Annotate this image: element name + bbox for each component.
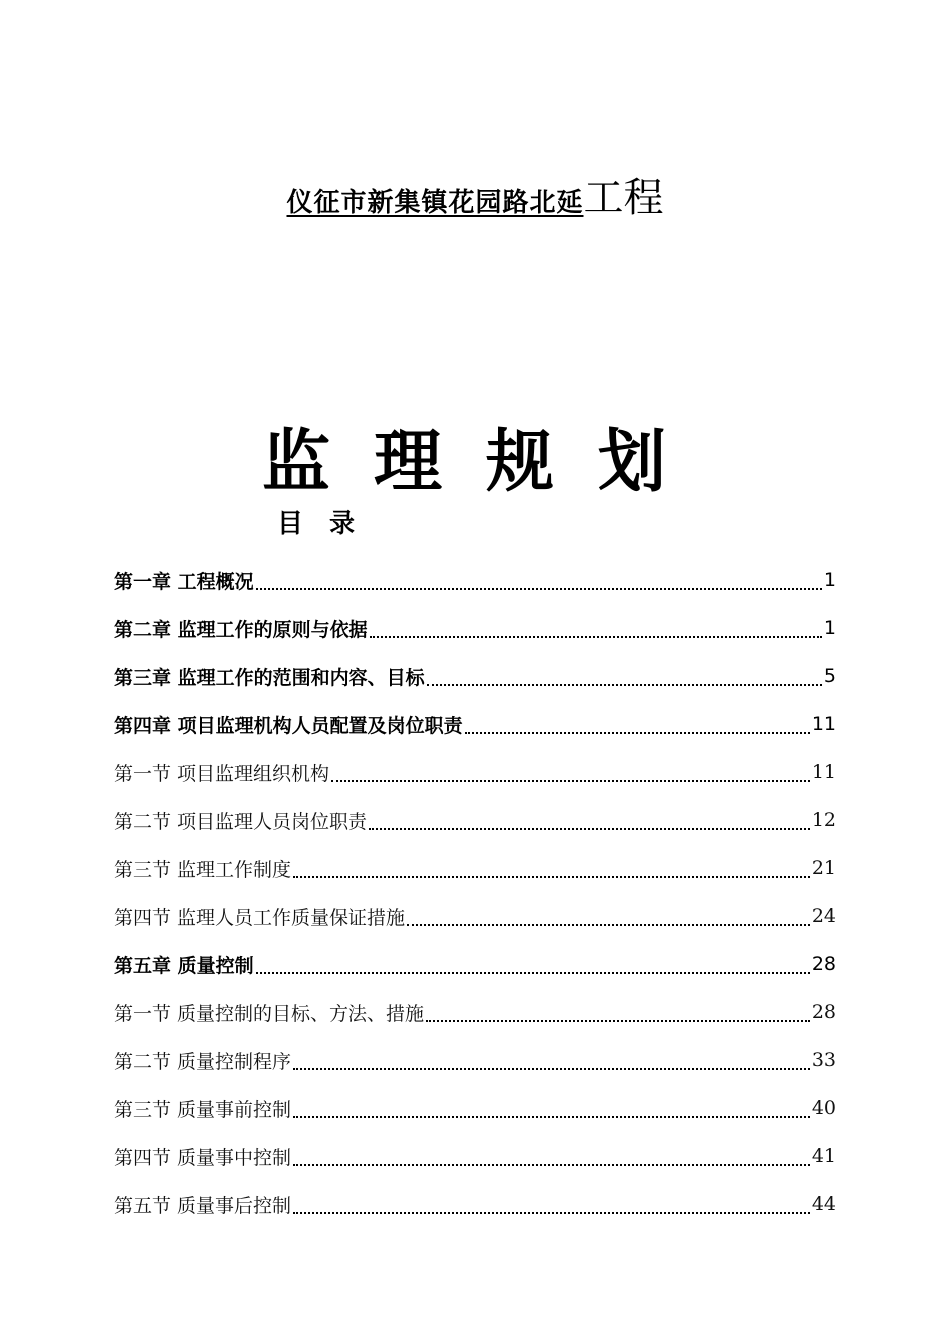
toc-dot-leader: [293, 875, 810, 878]
toc-entry-label: 第三节 监理工作制度: [114, 858, 292, 881]
toc-heading: 目录: [277, 509, 382, 539]
toc-entry-label: 第三节 质量事前控制: [114, 1098, 292, 1121]
project-title: [0, 166, 950, 223]
toc-entry-page-number: 11: [811, 761, 836, 783]
toc-entry-page-number: 24: [811, 905, 836, 927]
toc-chapter-entry[interactable]: [114, 940, 836, 988]
toc-entry-label: 第一节 质量控制的目标、方法、措施: [114, 1002, 425, 1025]
toc-dot-leader: [465, 731, 810, 734]
toc-entry-page-number: 33: [811, 1049, 836, 1071]
toc-entry-label: 第四节 质量事中控制: [114, 1146, 292, 1169]
toc-entry-page-number: 1: [823, 617, 836, 639]
toc-section-entry[interactable]: [114, 1036, 836, 1084]
toc-chapter-entry[interactable]: [114, 556, 836, 604]
toc-dot-leader: [293, 1163, 810, 1166]
toc-entry-label: 第四节 监理人员工作质量保证措施: [114, 906, 406, 929]
toc-entry-label: 第五节 质量事后控制: [114, 1194, 292, 1217]
toc-entry-label: 第五章 质量控制: [114, 954, 254, 977]
toc-entry-label: 第四章 项目监理机构人员配置及岗位职责: [114, 714, 463, 737]
toc-entry-page-number: 40: [811, 1097, 836, 1119]
project-name: 仪征市新集镇花园路北延: [286, 188, 584, 218]
toc-entry-label: 第二节 项目监理人员岗位职责: [114, 810, 368, 833]
toc-section-entry[interactable]: [114, 1132, 836, 1180]
toc-dot-leader: [293, 1067, 810, 1070]
toc-entry-page-number: 28: [811, 953, 836, 975]
toc-entry-page-number: 28: [811, 1001, 836, 1023]
toc-entry-page-number: 1: [823, 569, 836, 591]
toc-section-entry[interactable]: [114, 1084, 836, 1132]
toc-section-entry[interactable]: [114, 1180, 836, 1228]
toc-entry-label: 第一节 项目监理组织机构: [114, 762, 330, 785]
toc-entry-label: 第二节 质量控制程序: [114, 1050, 292, 1073]
toc-dot-leader: [331, 779, 810, 782]
toc-dot-leader: [369, 827, 810, 830]
toc-dot-leader: [370, 635, 822, 638]
toc-entry-page-number: 5: [823, 665, 836, 687]
toc-chapter-entry[interactable]: [114, 604, 836, 652]
toc-entry-page-number: 44: [811, 1193, 836, 1215]
toc-entry-page-number: 12: [811, 809, 836, 831]
toc-dot-leader: [407, 923, 810, 926]
toc-entry-label: 第二章 监理工作的原则与依据: [114, 618, 368, 641]
toc-dot-leader: [426, 1019, 810, 1022]
toc-entry-page-number: 21: [811, 857, 836, 879]
toc-entry-label: 第一章 工程概况: [114, 570, 254, 593]
toc-chapter-entry[interactable]: [114, 700, 836, 748]
toc-section-entry[interactable]: [114, 988, 836, 1036]
toc-dot-leader: [427, 683, 822, 686]
toc-section-entry[interactable]: [114, 844, 836, 892]
toc-section-entry[interactable]: [114, 796, 836, 844]
toc-entry-label: 第三章 监理工作的范围和内容、目标: [114, 666, 425, 689]
toc-dot-leader: [293, 1211, 810, 1214]
document-main-title: 监理规划: [261, 423, 710, 502]
toc-dot-leader: [293, 1115, 810, 1118]
toc-section-entry[interactable]: [114, 748, 836, 796]
project-name-suffix: 工程: [583, 175, 664, 221]
toc-dot-leader: [256, 587, 822, 590]
toc-section-entry[interactable]: [114, 892, 836, 940]
toc-entry-page-number: 41: [811, 1145, 836, 1167]
table-of-contents: [114, 556, 836, 1228]
toc-entry-page-number: 11: [811, 713, 836, 735]
toc-dot-leader: [256, 971, 810, 974]
toc-chapter-entry[interactable]: [114, 652, 836, 700]
